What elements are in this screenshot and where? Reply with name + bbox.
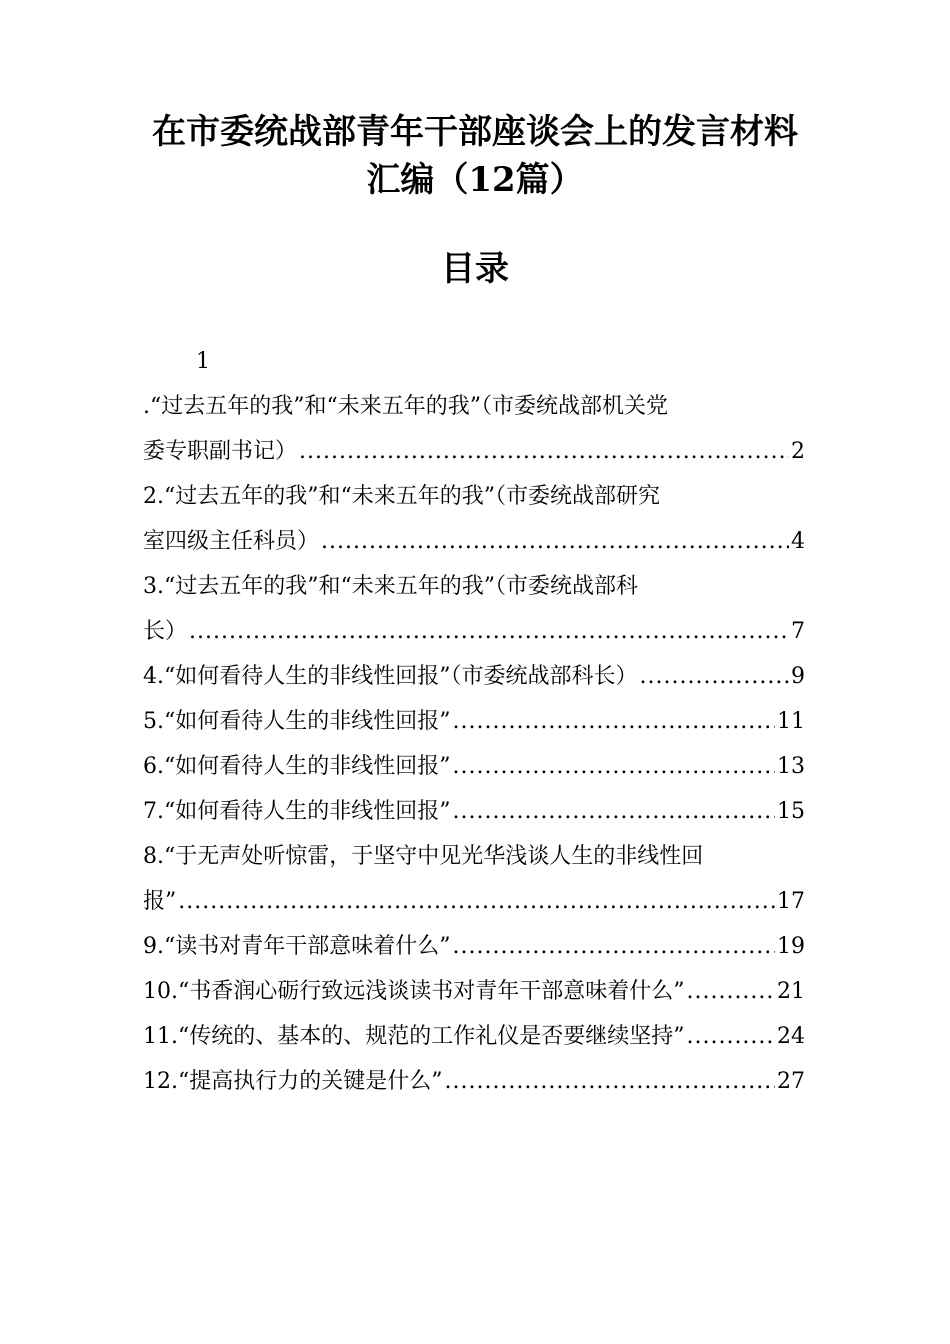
toc-entry-title: 5.“如何看待人生的非线性回报” (143, 709, 451, 734)
toc-entry-title: 长） (143, 619, 188, 644)
toc-entry-title: 10.“书香润心砺行致远浅谈读书对青年干部意味着什么” (143, 979, 685, 1004)
toc-page-number: 19 (777, 934, 805, 959)
stray-page-number: 1 (196, 349, 210, 374)
toc-entry-11[interactable] (143, 1014, 805, 1059)
toc-entry-title-line: 3.“过去五年的我”和“未来五年的我”（市委统战部科 (143, 574, 638, 599)
toc-entry-5[interactable] (143, 699, 805, 744)
toc-leader-dots (640, 654, 790, 699)
toc-page-number: 13 (777, 754, 805, 779)
toc-page-number: 15 (777, 799, 805, 824)
toc-entry-title: 报” (143, 889, 177, 914)
toc-entry-12[interactable] (143, 1059, 805, 1104)
toc-entry-title: 7.“如何看待人生的非线性回报” (143, 799, 451, 824)
toc-leader-dots (321, 519, 789, 564)
toc-leader-dots (453, 924, 776, 969)
toc-page-number: 2 (791, 439, 805, 464)
toc-entry-title: 11.“传统的、基本的、规范的工作礼仪是否要继续坚持” (143, 1024, 685, 1049)
toc-entry-title: 4.“如何看待人生的非线性回报”（市委统战部科长） (143, 664, 638, 689)
toc-page-number: 17 (777, 889, 805, 914)
toc-entry-9[interactable] (143, 924, 805, 969)
toc-leader-dots (686, 969, 775, 1014)
toc-entry-10[interactable] (143, 969, 805, 1014)
toc-entry-title-line: 8.“于无声处听惊雷，于坚守中见光华浅谈人生的非线性回 (143, 844, 704, 869)
document-title: 在市委统战部青年干部座谈会上的发言材料汇编（12篇） (152, 112, 798, 200)
toc-leader-dots (299, 429, 789, 474)
toc-entry-title: 委专职副书记） (143, 439, 298, 464)
toc-page-number: 27 (777, 1069, 805, 1094)
toc-page-number: 9 (791, 664, 805, 689)
table-of-contents (143, 384, 805, 1104)
toc-page-number: 24 (777, 1024, 805, 1049)
toc-page-number: 4 (791, 529, 805, 554)
toc-entry-title: 6.“如何看待人生的非线性回报” (143, 754, 451, 779)
toc-leader-dots (444, 1059, 775, 1104)
toc-entry-2[interactable] (143, 474, 805, 564)
toc-leader-dots (178, 879, 775, 924)
toc-entry-3[interactable] (143, 564, 805, 654)
toc-entry-title: 9.“读书对青年干部意味着什么” (143, 934, 451, 959)
toc-leader-dots (453, 744, 776, 789)
toc-entry-6[interactable] (143, 744, 805, 789)
toc-leader-dots (453, 789, 776, 834)
toc-page-number: 21 (777, 979, 805, 1004)
toc-page-number: 11 (777, 709, 805, 734)
toc-page-number: 7 (791, 619, 805, 644)
toc-entry-4[interactable] (143, 654, 805, 699)
toc-entry-title: 室四级主任科员） (143, 529, 320, 554)
toc-entry-title-line: .“过去五年的我”和“未来五年的我”（市委统战部机关党 (143, 394, 668, 419)
toc-entry-title: 12.“提高执行力的关键是什么” (143, 1069, 443, 1094)
toc-entry-1[interactable] (143, 384, 805, 474)
toc-entry-title-line: 2.“过去五年的我”和“未来五年的我”（市委统战部研究 (143, 484, 660, 509)
toc-entry-8[interactable] (143, 834, 805, 924)
toc-leader-dots (453, 699, 776, 744)
toc-heading: 目录 (441, 249, 509, 289)
toc-leader-dots (686, 1014, 775, 1059)
toc-leader-dots (189, 609, 789, 654)
toc-entry-7[interactable] (143, 789, 805, 834)
